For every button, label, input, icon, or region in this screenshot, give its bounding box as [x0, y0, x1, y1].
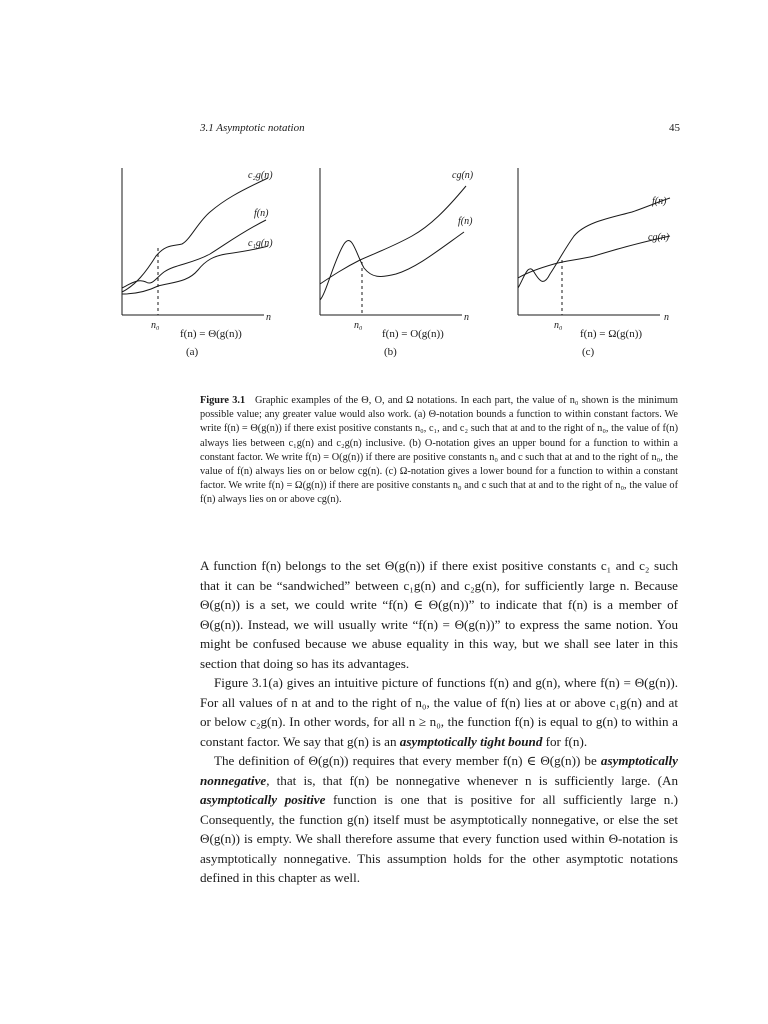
figure-a-plot — [118, 160, 286, 330]
label-x-axis: n — [464, 312, 469, 323]
paragraph-2-text-a: Figure 3.1(a) gives an intuitive picture of functions f(n) and g(n), where f(n) = Θ(g(n)). For all values of n at and to the right of n₀, the value of f(n) lies at or above c₁g(n) and at or below c₂g(n). In other words, for all n ≥ n₀, the function f(n) is equal to g(n) to within a constant factor. We say that g(n) is an — [200, 675, 678, 749]
label-f: f(n) — [652, 196, 667, 207]
paragraph-1: A function f(n) belongs to the set Θ(g(n)) if there exist positive constants c₁ and c₂ such that it can be “sandwiched” between c₁g(n) and c₂g(n), for sufficiently large n. Because Θ(g(n)) is a set, we could write “f(n) ∈ Θ(g(n))” to indicate that f(n) is a member of Θ(g(n)). Instead, we will usually write “f(n) = Θ(g(n))” to express the same notion. You might be confused because we abuse equality in this way, but we shall see later in this section that doing so has its advantages. — [200, 558, 678, 671]
paragraph-3-text-b: , that is, that f(n) be nonnegative whenever n is sufficiently large. (An — [266, 772, 678, 788]
figure-c-formula: f(n) = Ω(g(n)) — [580, 328, 643, 340]
paragraph-3 — [200, 751, 678, 888]
figure-a-sublabel: (a) — [186, 346, 199, 358]
figure-a-formula: f(n) = Θ(g(n)) — [180, 328, 242, 340]
label-x-axis: n — [664, 312, 669, 323]
figure-caption-label: Figure 3.1 — [200, 395, 246, 406]
label-n0: n₀ — [151, 320, 160, 331]
figure-a — [118, 160, 286, 366]
figure-c-sublabel: (c) — [582, 346, 595, 358]
curve-c1g — [122, 246, 268, 294]
term-asymptotically-nonnegative: asymptotically nonnegative — [200, 753, 678, 788]
label-n0: n₀ — [554, 320, 563, 331]
running-head — [200, 122, 680, 138]
curve-c2g — [122, 178, 268, 292]
figure-b-plot — [316, 160, 484, 330]
term-asymptotically-positive: asymptotically positive — [200, 792, 326, 807]
curve-cg — [320, 186, 466, 284]
label-c2g: c₂g(n) — [248, 170, 273, 181]
figure-c — [514, 160, 682, 366]
paragraph-2 — [200, 673, 678, 751]
figure-b — [316, 160, 484, 366]
label-n0: n₀ — [354, 320, 363, 331]
curve-f — [320, 232, 464, 300]
label-c1g: c₁g(n) — [248, 238, 273, 249]
page-number: 45 — [669, 122, 680, 134]
curve-f — [518, 198, 670, 288]
running-head-section: 3.1 Asymptotic notation — [200, 122, 305, 134]
label-x-axis: n — [266, 312, 271, 323]
body-text — [200, 556, 678, 888]
figure-b-formula: f(n) = O(g(n)) — [382, 328, 444, 340]
label-cg: cg(n) — [648, 232, 670, 243]
term-asymptotically-tight-bound: asymptotically tight bound — [399, 733, 543, 749]
label-f: f(n) — [254, 208, 269, 219]
paragraph-3-text-a: The definition of Θ(g(n)) requires that every member f(n) ∈ Θ(g(n)) be — [214, 753, 601, 768]
figure-caption — [200, 394, 678, 508]
paragraph-3-text-c: function is one that is positive for all sufficiently large n.) Consequently, the function g(n) itself must be asymptotically nonnegative, or else the set Θ(g(n)) is empty. We shall therefore assume that every function used within Θ-notation is asymptotically nonnegative. This assumption holds for the other asymptotic notations defined in this chapter as well. — [200, 792, 678, 885]
figure-c-plot — [514, 160, 682, 330]
figure-caption-text: Graphic examples of the Θ, O, and Ω notations. In each part, the value of n₀ shown is the minimum possible value; any greater value would also work. (a) Θ-notation bounds a function to within constant factors. We write f(n) = Θ(g(n)) if there exist positive constants n₀, c₁, and c₂ such that at and to the right of n₀, the value of f(n) always lies between c₁g(n) and c₂g(n) inclusive. (b) O-notation gives an upper bound for a function to within a constant factor. We write f(n) = O(g(n)) if there are positive constants n₀ and c such that at and to the right of n₀, the value of f(n) always lies on or below cg(n). (c) Ω-notation gives a lower bound for a function to within a constant factor. We write f(n) = Ω(g(n)) if there are positive constants n₀ and c such that at and to the right of n₀, the value of f(n) always lies on or above cg(n). — [200, 395, 678, 506]
figure-b-sublabel: (b) — [384, 346, 397, 358]
label-f: f(n) — [458, 216, 473, 227]
paragraph-2-text-b: for f(n). — [542, 733, 588, 749]
label-cg: cg(n) — [452, 170, 474, 181]
